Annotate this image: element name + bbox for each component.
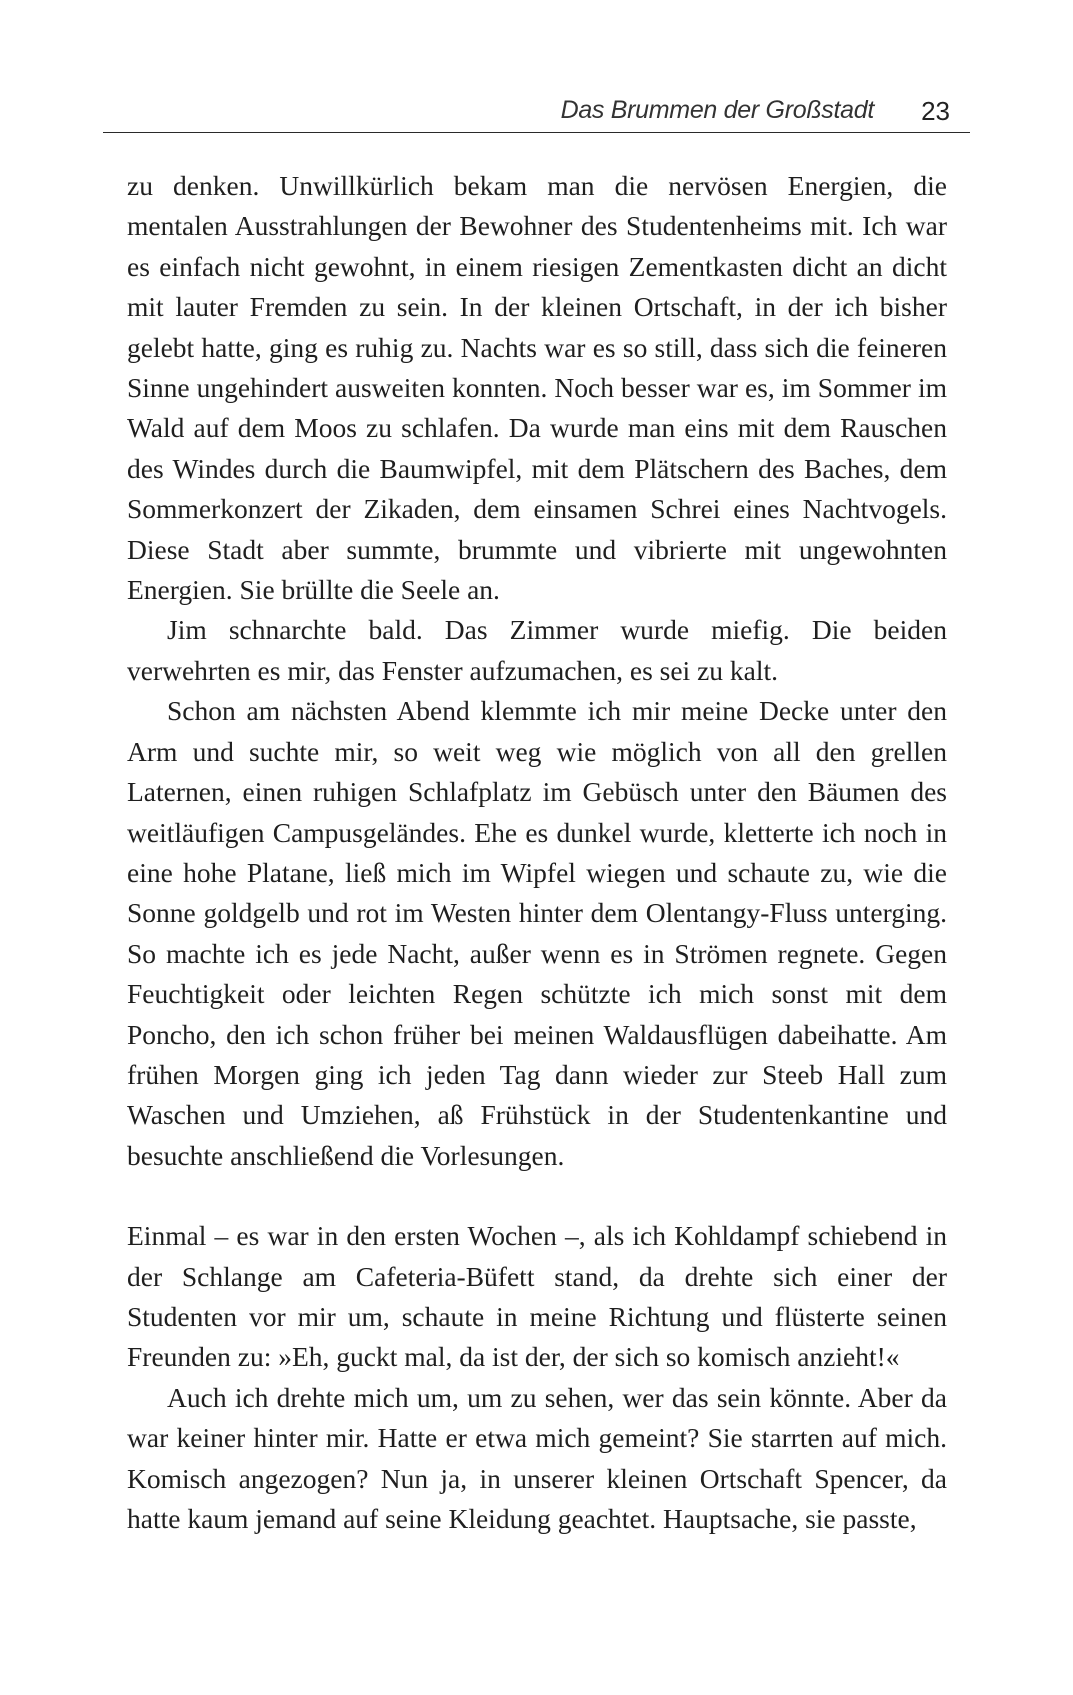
paragraph: Jim schnarchte bald. Das Zimmer wurde miefig. Die beiden verwehrten es mir, das Fenster aufzumachen, es sei zu kalt. [127,614,947,686]
paragraph: Schon am nächsten Abend klemmte ich mir meine Decke unter den Arm und suchte mir, so weit weg wie möglich von all den grellen Laternen, einen ruhigen Schlafplatz im Gebüsch unter den Bäumen des weitläufigen Campusgeländes. Ehe es dunkel wurde, kletterte ich noch in eine hohe Platane, ließ mich im Wipfel wiegen und schaute zu, wie die Sonne goldgelb und rot im Westen hinter dem Olentangy-Fluss unterging. So machte ich es jede Nacht, außer wenn es in Strömen regnete. Gegen Feuchtigkeit oder leichten Regen schützte ich mich sonst mit dem Poncho, den ich schon früher bei meinen Waldausflügen dabeihatte. Am frühen Morgen ging ich jeden Tag dann wieder zur Steeb Hall zum Waschen und Umziehen, aß Frühstück in der Studentenkantine und besuchte anschließend die Vorlesungen. [127,695,947,1171]
page-number: 23 [921,96,950,126]
paragraph: zu denken. Unwillkürlich bekam man die nervösen Energien, die mentalen Ausstrahlungen der Bewohner des Studentenheims mit. Ich war es einfach nicht gewohnt, in einem riesigen Zementkasten dicht an dicht mit lauter Fremden zu sein. In der kleinen Ortschaft, in der ich bisher gelebt hatte, ging es ruhig zu. Nachts war es so still, dass sich die feineren Sinne ungehindert ausweiten konnten. Noch besser war es, im Sommer im Wald auf dem Moos zu schlafen. Da wurde man eins mit dem Rauschen des Windes durch die Baumwipfel, mit dem Plätschern des Baches, dem Sommerkonzert der Zikaden, dem einsamen Schrei eines Nachtvogels. Diese Stadt aber summte, brummte und vibrierte mit ungewohnten Energien. Sie brüllte die Seele an. [127,170,947,606]
body-text [127,166,947,1539]
running-header [103,96,970,133]
paragraph: Einmal – es war in den ersten Wochen –, als ich Kohldampf schiebend in der Schlange am Cafeteria-Büfett stand, da drehte sich einer der Studenten vor mir um, schaute in meine Richtung und flüsterte seinen Freunden zu: »Eh, guckt mal, da ist der, der sich so komisch anzieht!« [127,1220,947,1373]
paragraph: Auch ich drehte mich um, um zu sehen, wer das sein könnte. Aber da war keiner hinter mir. Hatte er etwa mich gemeint? Sie starrten auf mich. Komisch angezogen? Nun ja, in unserer kleinen Ortschaft Spencer, da hatte kaum jemand auf seine Kleidung geachtet. Hauptsache, sie passte, [127,1381,947,1534]
running-title: Das Brummen der Großstadt [560,96,874,124]
